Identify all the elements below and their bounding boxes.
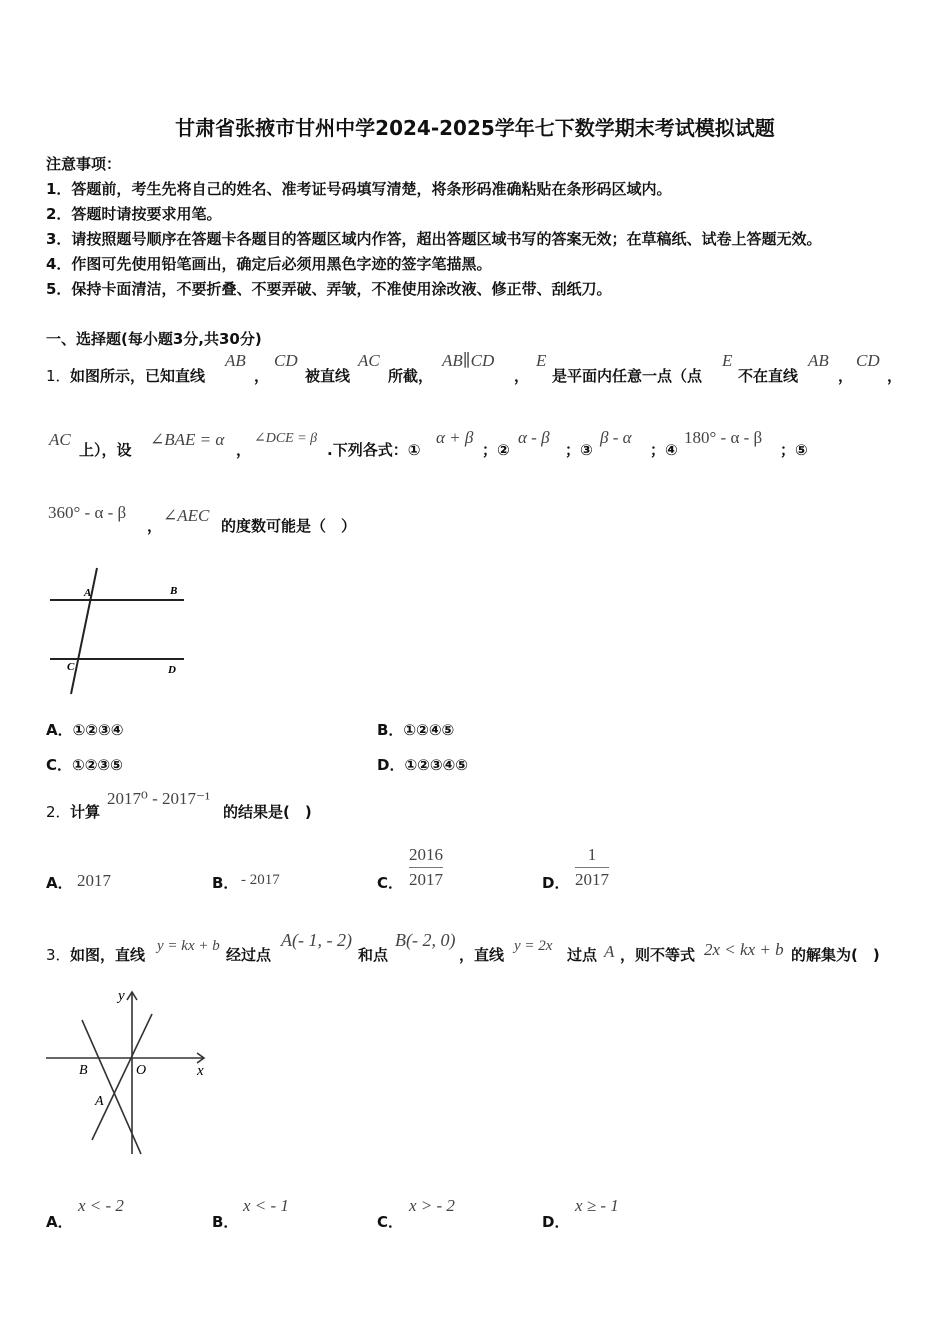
q3-label-x: x [197,1063,204,1079]
fraction-bar [409,867,443,868]
q3-option-a-label[interactable]: A． [46,1213,73,1231]
q1-text-5: 不在直线 [738,367,799,385]
q3-label-o: O [136,1063,147,1078]
q1-math-e2: E [722,351,733,370]
q1-text-10: ；④ [650,441,678,459]
q2-expression: 2017⁰ - 2017⁻¹ [107,789,211,808]
q1-sep-3: ， [838,367,854,385]
q3-text-1: 如图，直线 [70,946,146,964]
q2-option-c-label[interactable]: C． [377,874,404,892]
q2-option-b-value[interactable]: - 2017 [241,872,280,888]
q1-math-ac: AC [358,351,380,370]
q3-option-c-label[interactable]: C． [377,1213,404,1231]
q1-sep-4: ， [887,367,903,385]
q1-text-7: .下列各式：① [327,441,421,459]
q1-math-aec: ∠AEC [163,506,210,525]
q1-option-expr-5: 360° - α - β [48,503,127,522]
q3-figure [44,984,212,1156]
q1-text-2: 被直线 [305,367,351,385]
q3-label-a: A [95,1094,104,1109]
q1-label-a: A [84,587,92,599]
q2-number: 2． [46,803,71,821]
q1-math-e: E [536,351,547,370]
q3-option-a-value[interactable]: x < - 2 [78,1196,124,1215]
q1-math-ac2: AC [49,430,71,449]
q1-math-cd: CD [274,351,298,370]
notice-item-3: 3．请按照题号顺序在答题卡各题目的答题区域内作答，超出答题区域书写的答案无效；在草稿纸、试卷上答题无效。 [46,230,822,248]
q1-text-6: 上），设 [79,441,132,459]
q3-option-b-value[interactable]: x < - 1 [243,1196,289,1215]
q1-text-12: 的度数可能是（ ） [221,517,357,535]
q1-text-9: ；③ [565,441,593,459]
q1-option-c[interactable]: C．①②③⑤ [46,756,123,774]
q2-option-d-numerator: 1 [587,845,597,864]
q1-sep-6: ， [147,517,163,535]
q1-option-expr-1: α + β [436,428,474,447]
q1-sep-5: ， [236,441,252,459]
q3-math-point-b: B(- 2, 0) [395,930,456,950]
q3-label-b: B [79,1063,88,1078]
q1-sep-1: ， [254,367,270,385]
q1-option-expr-4: 180° - α - β [684,428,763,447]
q3-number: 3． [46,946,71,964]
q2-option-a-label[interactable]: A． [46,874,73,892]
notice-heading: 注意事项： [46,155,122,173]
q1-figure [44,560,194,700]
q2-option-d-label[interactable]: D． [542,874,570,892]
q2-option-c-denominator: 2017 [409,870,443,889]
q1-math-cd2: CD [856,351,880,370]
q3-text-4: ，直线 [459,946,505,964]
q3-math-a: A [604,942,615,961]
q3-math-line1: y = kx + b [157,938,220,954]
q1-sep-2: ， [514,367,530,385]
q3-option-c-value[interactable]: x > - 2 [409,1196,455,1215]
q1-math-dce: ∠DCE = β [254,431,318,446]
q3-math-line2: y = 2x [514,938,553,954]
q1-number: 1． [46,367,71,385]
q3-text-2: 经过点 [226,946,272,964]
q1-text-11: ；⑤ [780,441,808,459]
notice-item-1: 1．答题前，考生先将自己的姓名、准考证号码填写清楚，将条形码准确粘贴在条形码区域内。 [46,180,672,198]
q1-option-expr-2: α - β [518,428,550,447]
q3-option-b-label[interactable]: B． [212,1213,239,1231]
q1-math-ab2: AB [808,351,829,370]
q3-math-inequality: 2x < kx + b [704,940,784,959]
q3-option-d-value[interactable]: x ≥ - 1 [575,1196,619,1215]
q3-math-point-a: A(- 1, - 2) [281,930,352,950]
notice-item-2: 2．答题时请按要求用笔。 [46,205,222,223]
q1-label-d: D [168,664,176,676]
q3-text-5: 过点 [567,946,598,964]
q2-option-c-numerator: 2016 [409,845,443,864]
section-heading: 一、选择题(每小题3分,共30分) [46,330,262,348]
q2-option-a-value[interactable]: 2017 [77,871,111,890]
q1-label-c: C [67,661,75,673]
q1-option-expr-3: β - α [600,428,632,447]
q2-option-c-fraction[interactable] [409,845,443,890]
q1-option-d[interactable]: D．①②③④⑤ [377,756,468,774]
q3-label-y: y [118,988,125,1004]
q2-option-b-label[interactable]: B． [212,874,239,892]
notice-item-4: 4．作图可先使用铅笔画出，确定后必须用黑色字迹的签字笔描黑。 [46,255,492,273]
q1-option-b[interactable]: B．①②④⑤ [377,721,455,739]
fraction-bar [575,867,609,868]
q2-text-2: 的结果是( ) [223,803,312,821]
q1-text-8: ；② [482,441,510,459]
q2-option-d-denominator: 2017 [575,870,609,889]
q1-text-3: 所截， [388,367,434,385]
q1-math-parallel: AB∥CD [442,351,495,370]
q3-text-7: 的解集为( ) [791,946,880,964]
q1-label-b: B [170,585,178,597]
q1-option-a[interactable]: A．①②③④ [46,721,124,739]
page-title: 甘肃省张掖市甘州中学2024-2025学年七下数学期末考试模拟试题 [175,116,775,140]
q1-math-bae: ∠BAE = α [150,430,225,449]
q2-text-1: 计算 [70,803,101,821]
q1-math-ab: AB [225,351,246,370]
q2-option-d-fraction[interactable] [575,845,609,890]
q3-text-3: 和点 [358,946,389,964]
q3-text-6: ，则不等式 [620,946,696,964]
q1-text-1: 如图所示，已知直线 [70,367,206,385]
q3-option-d-label[interactable]: D． [542,1213,570,1231]
notice-item-5: 5．保持卡面清洁，不要折叠、不要弄破、弄皱，不准使用涂改液、修正带、刮纸刀。 [46,280,612,298]
q1-text-4: 是平面内任意一点（点 [552,367,703,385]
